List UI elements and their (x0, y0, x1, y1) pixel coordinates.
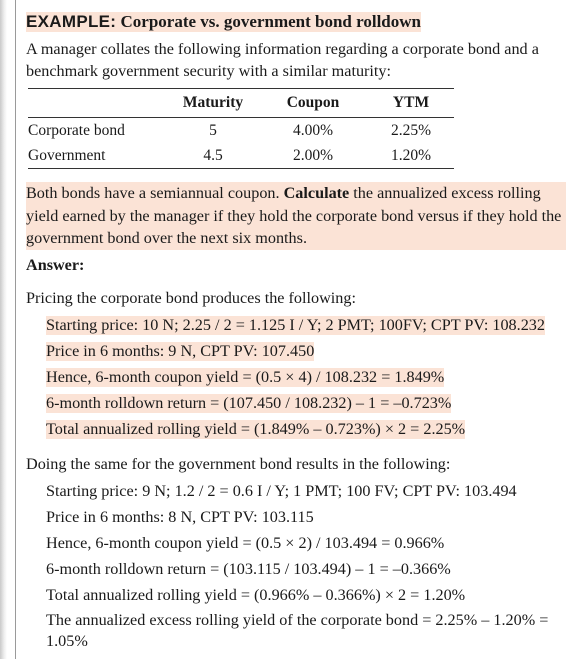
government-line: Starting price: 9 N; 1.2 / 2 = 0.6 I / Y; 1 PMT; 100 FV; CPT PV: 103.494 (46, 482, 517, 500)
example-label: EXAMPLE: (26, 12, 117, 31)
table-header-cell: YTM (368, 89, 454, 118)
table-cell: Government (28, 143, 168, 169)
table-cell: 4.00% (292, 121, 334, 139)
table-cell: 1.20% (368, 143, 454, 169)
corporate-line: Total annualized rolling yield = (1.849% – 0.723%) × 2 = 2.25% (46, 420, 466, 438)
corporate-line: 6-month rolldown return = (107.450 / 108.232) – 1 = –0.723% (46, 394, 452, 412)
intro-paragraph: A manager collates the following information regarding a corporate bond and a benchmark government security with a similar maturity: (26, 40, 539, 80)
example-box (15, 0, 569, 659)
table-header-row (28, 89, 454, 118)
answer-label: Answer: (26, 256, 85, 274)
government-lead: Doing the same for the government bond results in the following: (26, 455, 451, 473)
table-header-cell: Maturity (168, 89, 258, 118)
bond-data-table (28, 88, 454, 169)
corporate-line: Starting price: 10 N; 2.25 / 2 = 1.125 I / Y; 2 PMT; 100FV; CPT PV: 108.232 (46, 316, 545, 334)
corporate-lead: Pricing the corporate bond produces the following: (26, 289, 356, 307)
example-heading: Corporate vs. government bond rolldown (120, 12, 421, 31)
table-cell: Corporate bond (28, 121, 125, 139)
table-row (28, 143, 454, 169)
table-header-cell (28, 89, 168, 118)
table-cell: 5 (209, 121, 217, 139)
table-header-cell: Coupon (258, 89, 368, 118)
government-line: 6-month rolldown return = (103.115 / 103.494) – 1 = –0.366% (46, 560, 451, 578)
table-cell: 4.5 (168, 143, 258, 169)
question-keyword: Calculate (283, 184, 350, 202)
table-cell: 2.25% (390, 121, 432, 139)
question-text: Both bonds have a semiannual coupon. (26, 184, 284, 202)
government-conclusion: The annualized excess rolling yield of the corporate bond = 2.25% – 1.20% = 1.05% (46, 611, 549, 650)
table-row (28, 118, 454, 144)
corporate-line: Price in 6 months: 9 N, CPT PV: 107.450 (46, 342, 315, 360)
table-cell: 2.00% (258, 143, 368, 169)
example-title (26, 12, 421, 32)
government-line: Hence, 6-month coupon yield = (0.5 × 2) / 103.494 = 0.966% (46, 534, 445, 552)
page-spine-shadow (0, 0, 7, 659)
question-text-cont: the annualized excess rolling yield earned by the manager if they hold the corporate bond versus if they hold the government bond over the next six months. (26, 184, 562, 247)
government-line: Price in 6 months: 8 N, CPT PV: 103.115 (46, 508, 314, 526)
government-line: Total annualized rolling yield = (0.966% – 0.366%) × 2 = 1.20% (46, 586, 466, 604)
question-paragraph (26, 182, 566, 250)
corporate-line: Hence, 6-month coupon yield = (0.5 × 4) / 108.232 = 1.849% (46, 368, 445, 386)
